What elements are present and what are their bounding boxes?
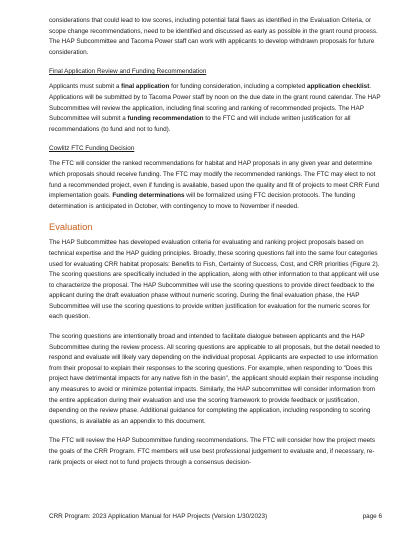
page-footer xyxy=(49,512,382,522)
paragraph-ftc-review: The FTC will review the HAP Subcommittee funding recommendations. The FTC will consider how the project meets the goals of the CRR Program. FTC members will use best professional judgement to evaluate and, if necessary, re-rank projects or elect not to fund projects through a consensus decision- xyxy=(49,437,376,466)
heading-final-application-review: Final Application Review and Funding Recommendation xyxy=(49,68,207,76)
section-heading-evaluation: Evaluation xyxy=(49,222,93,233)
heading-cowlitz-ftc-funding-decision: Cowlitz FTC Funding Decision xyxy=(49,145,135,153)
paragraph-scoring-questions: The scoring questions are intentionally broad and intended to facilitate dialogue between applicants and the HAP Subcommittee during the review process. All scoring questions are applicable to all proposals, but the detail needed to respond and evaluate will likely vary depending on the individual proposal. Applicants are expected to use information from their proposal to explain their responses to the scoring questions. For example, when responding to "Does this project have detrimental impacts for any native fish in the basin", the applicant should explain their response including any measures to avoid or minimize potential impacts. Similarly, the HAP subcommittee will consider information from the entire application during their evaluation and use the scoring framework to provide feedback or justification, depending on the review phase. Additional guidance for completing the application, including responding to scoring questions, is available as an appendix to this document. xyxy=(49,333,380,425)
paragraph-final-application: Applicants must submit a final application for funding consideration, including a completed application checklist. Applications will be submitted by to Tacoma Power staff by noon on the due date in the grant round calendar. The HAP Subcommittee will review the application, including final scoring and ranking of recommended projects. The HAP Subcommittee will submit a funding recommendation to the FTC and will include written justification for all recommendations (to fund and not to fund). xyxy=(49,83,381,133)
footer-document-title: CRR Program: 2023 Application Manual for HAP Projects (Version 1/30/2023) xyxy=(49,513,268,520)
paragraph-evaluation-criteria: The HAP Subcommittee has developed evaluation criteria for evaluating and ranking project proposals based on technical expertise and the HAP guiding principles. Broadly, these scoring questions fall into the same four categories used for evaluating CRR habitat proposals: Benefits to Fish, Certainty of Success, Cost, and CRR priorities (Figure 2). The scoring questions are specifically included in the application, along with other information to that applicant will use to characterize the proposal. The HAP Subcommittee will use the scoring questions to provide direct feedback to the applicant during the draft evaluation phase without numeric scoring. During the final evaluation phase, the HAP Subcommittee will use the scoring questions to provide written justification for evaluation for the numeric scores for each question. xyxy=(49,239,380,321)
footer-page-number: page 6 xyxy=(362,513,382,520)
paragraph-withdrawn-proposals: considerations that could lead to low scores, including potential fatal flaws as identified in the Evaluation Criteria, or scope change recommendations, need to be identified and discussed as early as possible in the grant round process. The HAP Subcommittee and Tacoma Power staff can work with applicants to develop withdrawn proposals for future consideration. xyxy=(49,17,378,56)
paragraph-ftc-funding-decision: The FTC will consider the ranked recommendations for habitat and HAP proposals in any given year and determine which proposals should receive funding. The FTC may modify the recommended rankings. The FTC may elect to not fund a recommended project, even if funding is available, based upon the quality and fit of projects to meet CRR Fund implementation goals. Funding determinations will be formalized using FTC decision protocols. The funding determination is anticipated in October, with contingency to move to November if needed. xyxy=(49,160,380,210)
